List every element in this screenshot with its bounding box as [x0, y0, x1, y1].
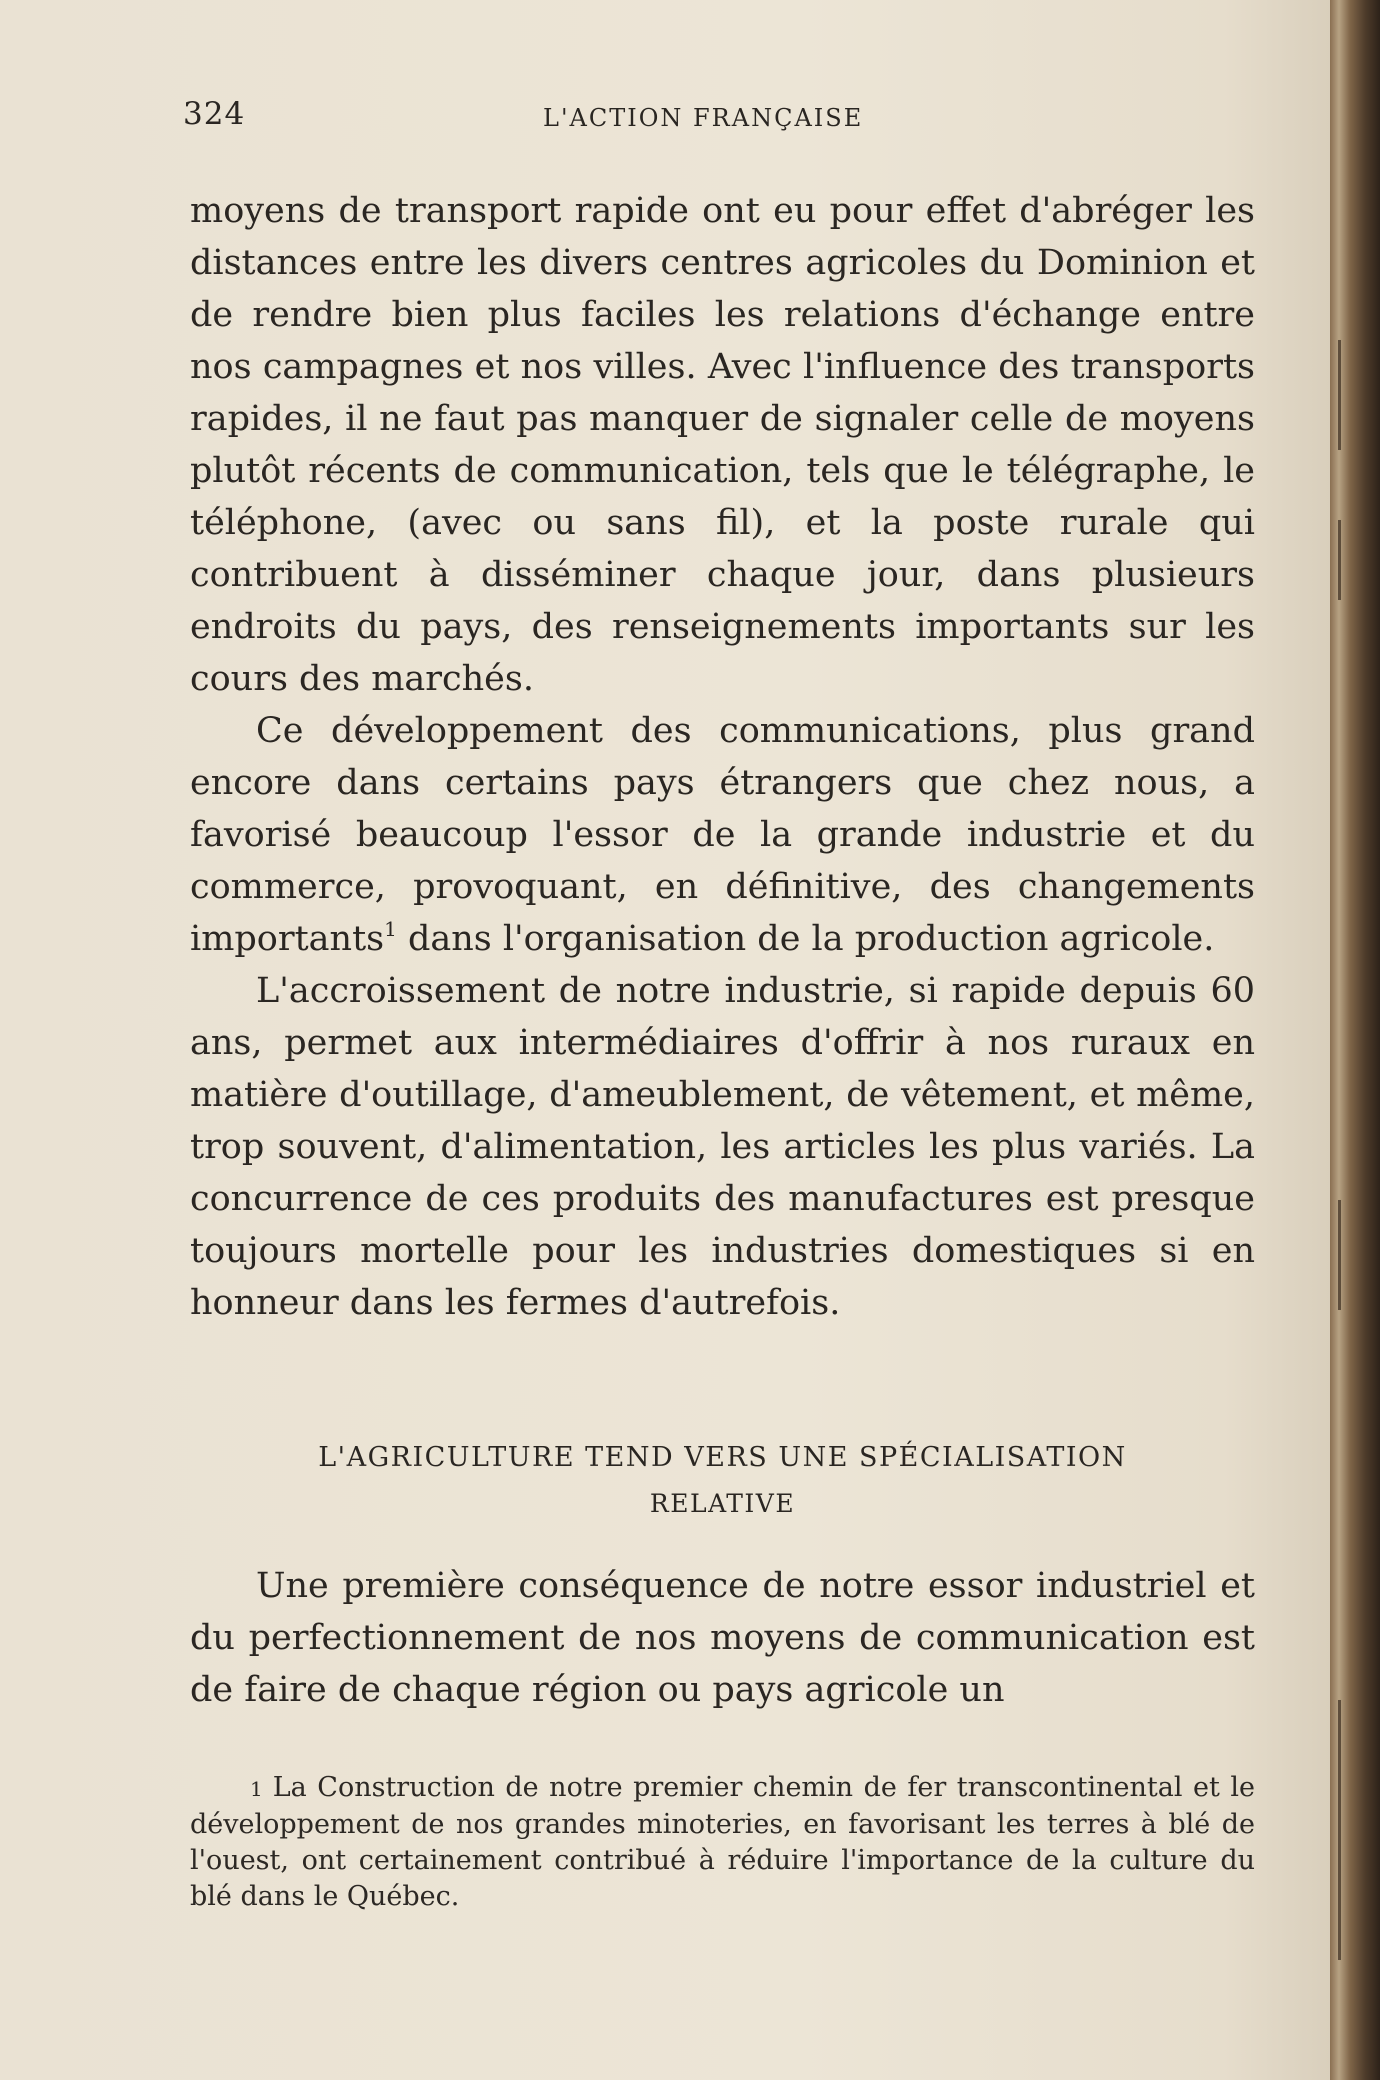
section-heading-line-1: L'AGRICULTURE TEND VERS UNE SPÉCIALISATION: [318, 1442, 1127, 1473]
body-text: [190, 185, 1255, 1329]
section-heading: [190, 1435, 1255, 1527]
section-heading-line-2: RELATIVE: [649, 1489, 796, 1518]
page-header: [183, 96, 1253, 136]
page-number: 324: [183, 96, 246, 132]
paragraph-2: [190, 705, 1255, 965]
footnote-text: La Construction de notre premier chemin de fer transcontinental et le développement de nos grandes minoteries, en favorisant les terres à blé de l'ouest, ont certainement contribué à réduire l'importance de la culture du blé dans le Québec.: [190, 1772, 1255, 1912]
paragraph-1: moyens de transport rapide ont eu pour effet d'abréger les distances entre les divers centres agricoles du Dominion et de rendre bien plus faciles les relations d'échange entre nos campagnes et nos villes. Avec l'influence des transports rapides, il ne faut pas manquer de signaler celle de moyens plutôt récents de communication, tels que le télégraphe, le téléphone, (avec ou sans fil), et la poste rurale qui contribuent à disséminer chaque jour, dans plusieurs endroits du pays, des renseignements importants sur les cours des marchés.: [190, 191, 1255, 699]
footnote-reference: 1: [384, 917, 397, 941]
footnote: [190, 1770, 1255, 1915]
edge-mark: [1338, 520, 1341, 600]
book-edge: [1330, 0, 1380, 2080]
paragraph-3: L'accroissement de notre industrie, si rapide depuis 60 ans, permet aux intermédiaires d'offrir à nos ruraux en matière d'outillage, d'ameublement, de vêtement, et même, trop souvent, d'alimentation, les articles les plus variés. La concurrence de ces produits des manufactures est presque toujours mortelle pour les industries domestiques si en honneur dans les fermes d'autrefois.: [190, 971, 1255, 1323]
edge-mark: [1338, 1700, 1341, 1960]
paragraph-2-end: dans l'organisation de la production agricole.: [396, 919, 1215, 959]
paragraph-2-start: Ce développement des communications, plus grand encore dans certains pays étrangers que chez nous, a favorisé beaucoup l'essor de la grande industrie et du commerce, provoquant, en définitive, des changements importants: [190, 711, 1255, 959]
running-title: L'ACTION FRANÇAISE: [543, 104, 864, 132]
footnote-marker: 1: [250, 1777, 263, 1801]
section-paragraph: Une première conséquence de notre essor industriel et du perfectionnement de nos moyens de communication est de faire de chaque région ou pays agricole un: [190, 1566, 1255, 1710]
edge-mark: [1338, 340, 1341, 450]
edge-mark: [1338, 1200, 1341, 1310]
